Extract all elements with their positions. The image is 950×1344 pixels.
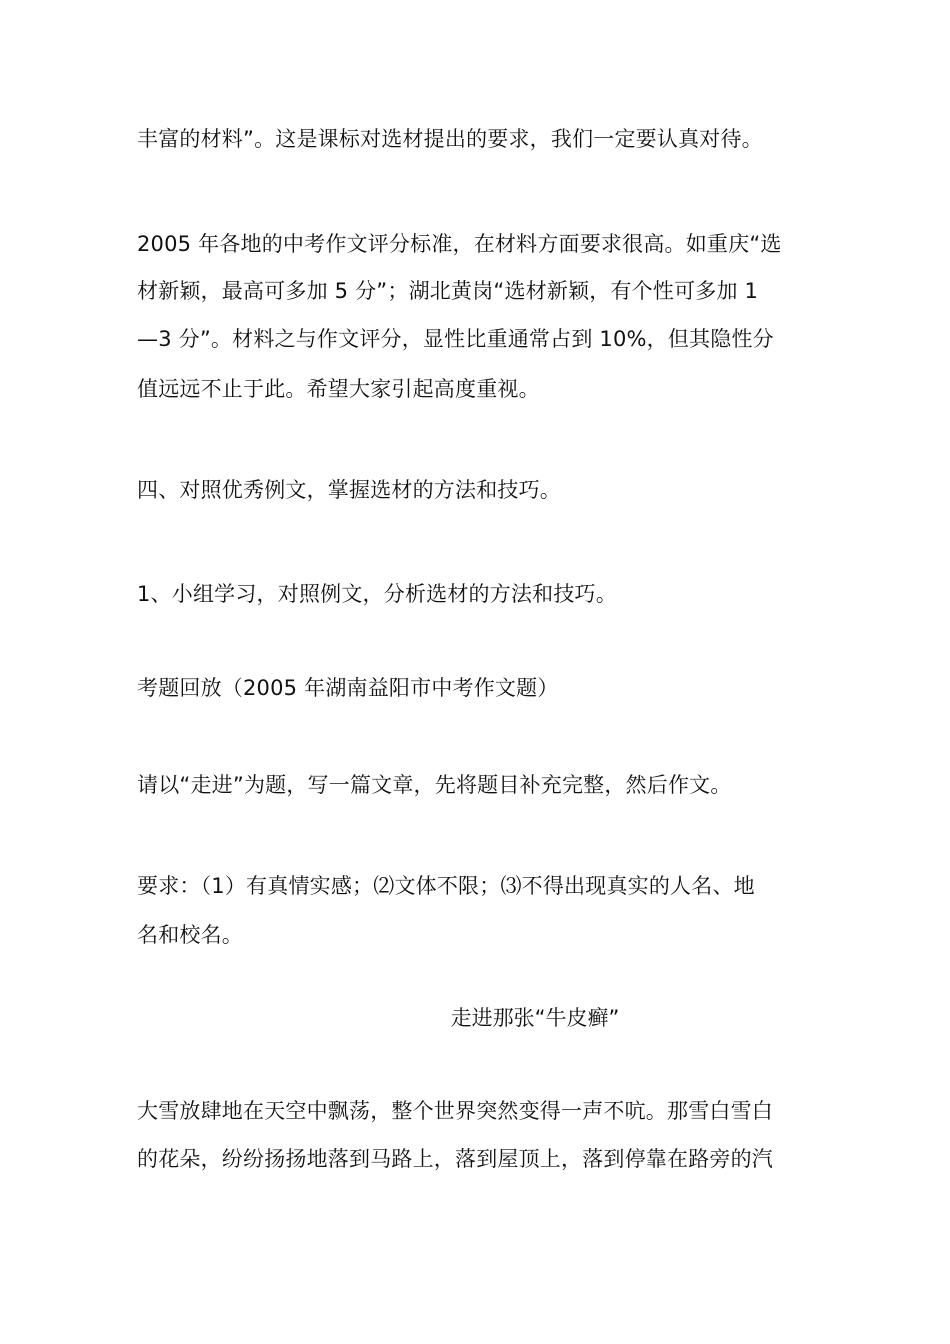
- essay-title: 走进那张“牛皮癣”: [450, 1006, 620, 1030]
- paragraph-line: 要求：（1）有真情实感；⑵文体不限；⑶不得出现真实的人名、地: [137, 874, 755, 898]
- paragraph-line: —3 分”。材料之与作文评分，显性比重通常占到 10%，但其隐性分: [137, 327, 774, 351]
- paragraph-line: 请以“走进”为题，写一篇文章，先将题目补充完整，然后作文。: [137, 773, 732, 797]
- paragraph-line: 考题回放（2005 年湖南益阳市中考作文题）: [137, 676, 559, 700]
- paragraph-line: 大雪放肆地在天空中飘荡，整个世界突然变得一声不吭。那雪白雪白: [137, 1099, 773, 1123]
- paragraph-line: 丰富的材料”。这是课标对选材提出的要求，我们一定要认真对待。: [137, 127, 763, 151]
- section-heading: 四、对照优秀例文，掌握选材的方法和技巧。: [137, 478, 561, 502]
- paragraph-line: 2005 年各地的中考作文评分标准，在材料方面要求很高。如重庆“选: [137, 232, 782, 256]
- subsection-heading: 1、小组学习，对照例文，分析选材的方法和技巧。: [137, 582, 617, 606]
- paragraph-line: 名和校名。: [137, 923, 243, 947]
- paragraph-line: 值远远不止于此。希望大家引起高度重视。: [137, 377, 540, 401]
- paragraph-line: 的花朵，纷纷扬扬地落到马路上，落到屋顶上，落到停靠在路旁的汽: [137, 1147, 773, 1171]
- paragraph-line: 材新颖，最高可多加 5 分”；湖北黄岗“选材新颖，有个性可多加 1: [137, 279, 759, 303]
